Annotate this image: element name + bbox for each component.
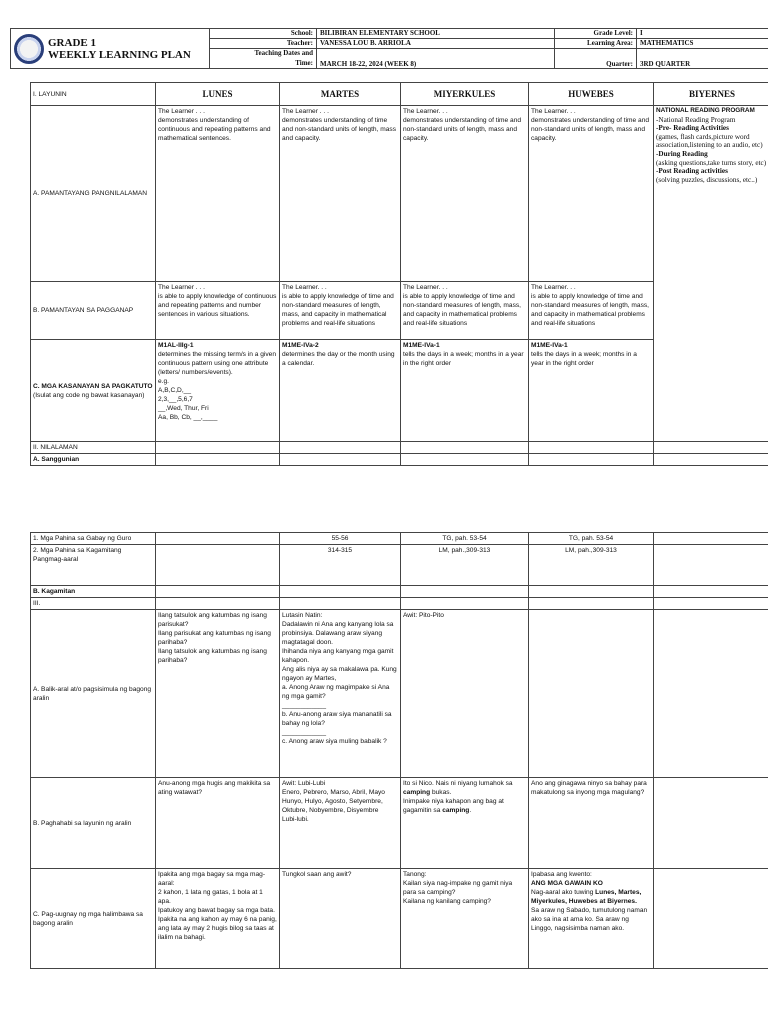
pre-reading-detail: (games, flash cards,picture word association,listening to an audio, etc) [656,132,763,150]
competency-code: M1ME-IVa-2 [282,342,319,349]
day-miyerkules: MIYERKULES [401,83,529,106]
table-cell [156,545,280,586]
table-cell: LM, pah.,309-313 [529,545,654,586]
table-cell [280,340,401,442]
grade-title: GRADE 1 [48,36,96,49]
table-cell [654,533,768,545]
table-cell [401,454,529,466]
competency-code: M1AL-IIIg-1 [158,342,194,349]
teacher-label: Teacher: [210,39,317,49]
table-cell: Tanong: Kailan siya nag-impake ng gamit niya para sa camping? Kailana ng kanilang camping? [401,869,529,969]
row-label: B. PAMANTAYAN SA PAGGANAP [31,282,156,340]
table-cell [529,454,654,466]
row-label: 1. Mga Pahina sa Gabay ng Guro [31,533,156,545]
table-cell: 55-56 [280,533,401,545]
table-row [31,454,768,466]
day-huwebes: HUWEBES [529,83,654,106]
row-label: 2. Mga Pahina sa Kagamitang Pangmag-aaral [31,545,156,586]
table-cell: TG, pah. 53-54 [529,533,654,545]
table-cell [156,442,280,454]
cell-text-bold: camping [403,789,431,796]
table-cell: Ano ang ginagawa ninyo sa bahay para makatulong sa inyong mga magulang? [529,778,654,869]
table-cell [654,545,768,586]
table-row [31,610,768,778]
day-martes: MARTES [280,83,401,106]
table-cell: LM, pah.,309-313 [401,545,529,586]
table-row [31,598,768,610]
table-cell: Tungkol saan ang awit? [280,869,401,969]
row-label: II. NILALAMAN [31,442,156,454]
competency-code: M1ME-IVa-1 [531,342,568,349]
school-value: BILIBIRAN ELEMENTARY SCHOOL [317,29,555,39]
table-cell [156,598,280,610]
table-cell [654,586,768,598]
table-cell: The Learner. . . is able to apply knowledge of time and non-standard measures of length, mass, and capacity in mathematical problems and real-life situations [280,282,401,340]
story-title: ANG MGA GAWAIN KO [531,880,603,887]
deped-seal-logo [14,34,44,64]
table-row [31,106,768,282]
row-label: III. [31,598,156,610]
row-label-main: C. MGA KASANAYAN SA PAGKATUTO [33,382,153,390]
reading-program-cell [654,106,768,442]
table-cell [280,598,401,610]
grade-level-value: I [637,29,768,39]
competency-text: determines the missing term/s in a given continuous pattern using one attribute (letters/ numbers/events). e.g. A,B,C,D,__ 2,3,__,5,6,7 __,Wed, Thur, Fri Aa, Bb, Cb, __,____ [158,351,277,421]
plan-title: WEEKLY LEARNING PLAN [48,48,191,61]
header-title-cell [11,29,210,69]
table-cell [654,610,768,778]
day-biyernes: BIYERNES [654,83,768,106]
teacher-value: VANESSA LOU B. ARRIOLA [317,39,555,49]
table-cell: The Learner . . . demonstrates understanding of time and non-standard units of length, mass and capacity. [280,106,401,282]
table-row [31,442,768,454]
table-cell [156,340,280,442]
table-cell [401,778,529,869]
table-cell [280,442,401,454]
table-cell: The Learner. . . is able to apply knowledge of time and non-standard measures of length, mass, and capacity in mathematical problems and real-life situations [401,282,529,340]
table-cell [529,442,654,454]
dates-label-2: Time: [210,59,317,69]
table-cell: The Learner. . . demonstrates understanding of time and non-standard units of length, mass and capacity. [401,106,529,282]
table-cell: Awit: Lubi-Lubi Enero, Pebrero, Marso, Abril, Mayo Hunyo, Hulyo, Agosto, Setyembre, Oktubre, Nobyembre, Disyembre Lubi-lubi. [280,778,401,869]
table-cell [654,778,768,869]
cell-text: Nag-aaral ako tuwing [531,889,596,896]
table-cell [156,454,280,466]
table-cell [654,869,768,969]
cell-text: Ito si Nico. Nais ni niyang lumahok sa [403,780,513,787]
table-cell [529,869,654,969]
table-cell [529,340,654,442]
row-label [31,340,156,442]
cell-text-bold: camping [442,807,470,814]
table-cell: Ilang tatsulok ang katumbas ng isang parisukat? Ilang parisukat ang katumbas ng isang parihaba? Ilang tatsulok ang katumbas ng isang parihaba? [156,610,280,778]
table-cell [529,586,654,598]
table-cell [156,533,280,545]
header-table [10,28,768,69]
dates-label-1: Teaching Dates and [210,49,317,59]
table-cell: Anu-anong mga hugis ang makikita sa ating watawat? [156,778,280,869]
table-cell [401,442,529,454]
table-cell: The Learner. . . demonstrates understanding of time and non-standard units of length, mass and capacity. [529,106,654,282]
row-label-sub: (Isulat ang code ng bawat kasanayan) [33,391,145,399]
day-lunes: LUNES [156,83,280,106]
table-row [31,586,768,598]
table-cell [280,586,401,598]
days-header-row [31,83,768,106]
table-cell: The Learner. . . is able to apply knowledge of time and non-standard measures of length, mass, and capacity in mathematical problems and real-life situations [529,282,654,340]
table-cell: The Learner . . . is able to apply knowledge of continuous and repeating patterns and number sentences in various situations. [156,282,280,340]
table-cell [654,598,768,610]
table-row [31,869,768,969]
reading-program-line: -National Reading Program [656,115,736,124]
post-reading-heading: -Post Reading activities [656,167,728,176]
competency-text: determines the day or the month using a calendar. [282,351,395,367]
cell-text: Sa araw ng Sabado, tumutulong naman ako sa ina at ama ko. Sa araw ng Linggo, nagsisimba naman ako. [531,907,648,932]
table-cell: Awit: Pito-Pito [401,610,529,778]
table-row [31,778,768,869]
table-cell: Ipakita ang mga bagay sa mga mag-aaral: 2 kahon, 1 lata ng gatas, 1 bola at 1 apa. Ipatukoy ang bawat bagay sa mga bata. Ipakita na ang kahon ay may 6 na panig, ang lata ay may 2 hugis bilog sa taas at ilalim na bahagi. [156,869,280,969]
post-reading-detail: (solving puzzles, discussions, etc..) [656,175,758,184]
table-cell: 314-315 [280,545,401,586]
layunin-label: I. LAYUNIN [31,83,156,106]
table-cell [529,610,654,778]
school-label: School: [210,29,317,39]
table-cell: The Learner . . . demonstrates understanding of continuous and repeating patterns and mathematical sentences. [156,106,280,282]
table-row [31,545,768,586]
cell-text: . [469,807,472,814]
plan-table-top [30,82,768,466]
learning-area-value: MATHEMATICS [637,39,768,49]
competency-text: tells the days in a week; months in a year in the right order [531,351,637,367]
during-reading-detail: (asking questions,take turns story, etc) [656,158,767,167]
row-label: A. Balik-aral at/o pagsisimula ng bagong aralin [31,610,156,778]
table-cell [529,598,654,610]
row-label: B. Paghahabi sa layunin ng aralin [31,778,156,869]
table-row [31,533,768,545]
cell-text: bukas. Inimpake niya kahapon ang bag at gagamitin sa [403,789,504,814]
plan-table-bottom [30,532,768,969]
table-cell [280,454,401,466]
table-cell: TG, pah. 53-54 [401,533,529,545]
table-cell [401,598,529,610]
grade-level-label: Grade Level: [555,29,637,39]
table-cell [654,442,768,454]
during-reading-heading: -During Reading [656,149,708,158]
row-label: C. Pag-uugnay ng mga halimbawa sa bagong aralin [31,869,156,969]
table-cell [401,340,529,442]
cell-text-bold: Lunes, Martes, Miyerkules, Huwebes at Biyernes. [531,889,642,905]
pre-reading-heading: -Pre- Reading Activities [656,124,729,133]
cell-text: Ipabasa ang kwento: [531,871,592,878]
dates-value: MARCH 18-22, 2024 (WEEK 8) [317,49,555,69]
quarter-label: Quarter: [555,49,637,69]
table-cell [156,586,280,598]
table-cell [401,586,529,598]
row-label: A. Sanggunian [31,454,156,466]
competency-code: M1ME-IVa-1 [403,342,440,349]
row-label: A. PAMANTAYANG PANGNILALAMAN [31,106,156,282]
quarter-value: 3RD QUARTER [637,49,768,69]
row-label: B. Kagamitan [31,586,156,598]
table-cell: Lutasin Natin: Dadalawin ni Ana ang kanyang lola sa probinsiya. Dalawang araw siyang magtatagal doon. Ihihanda niya ang kanyang mga gamit kahapon. Ang alis niya ay sa makalawa pa. Kung ngayon ay Martes, a. Anong Araw ng magimpake si Ana ng mga gamit? ____________ b. Anu-anong araw siya mananatili sa bahay ng lola? ____________ c. Anong araw siya muling babalik ? [280,610,401,778]
competency-text: tells the days in a week; months in a year in the right order [403,351,524,367]
learning-area-label: Learning Area: [555,39,637,49]
table-cell [654,454,768,466]
reading-program-title: NATIONAL READING PROGRAM [656,107,755,114]
